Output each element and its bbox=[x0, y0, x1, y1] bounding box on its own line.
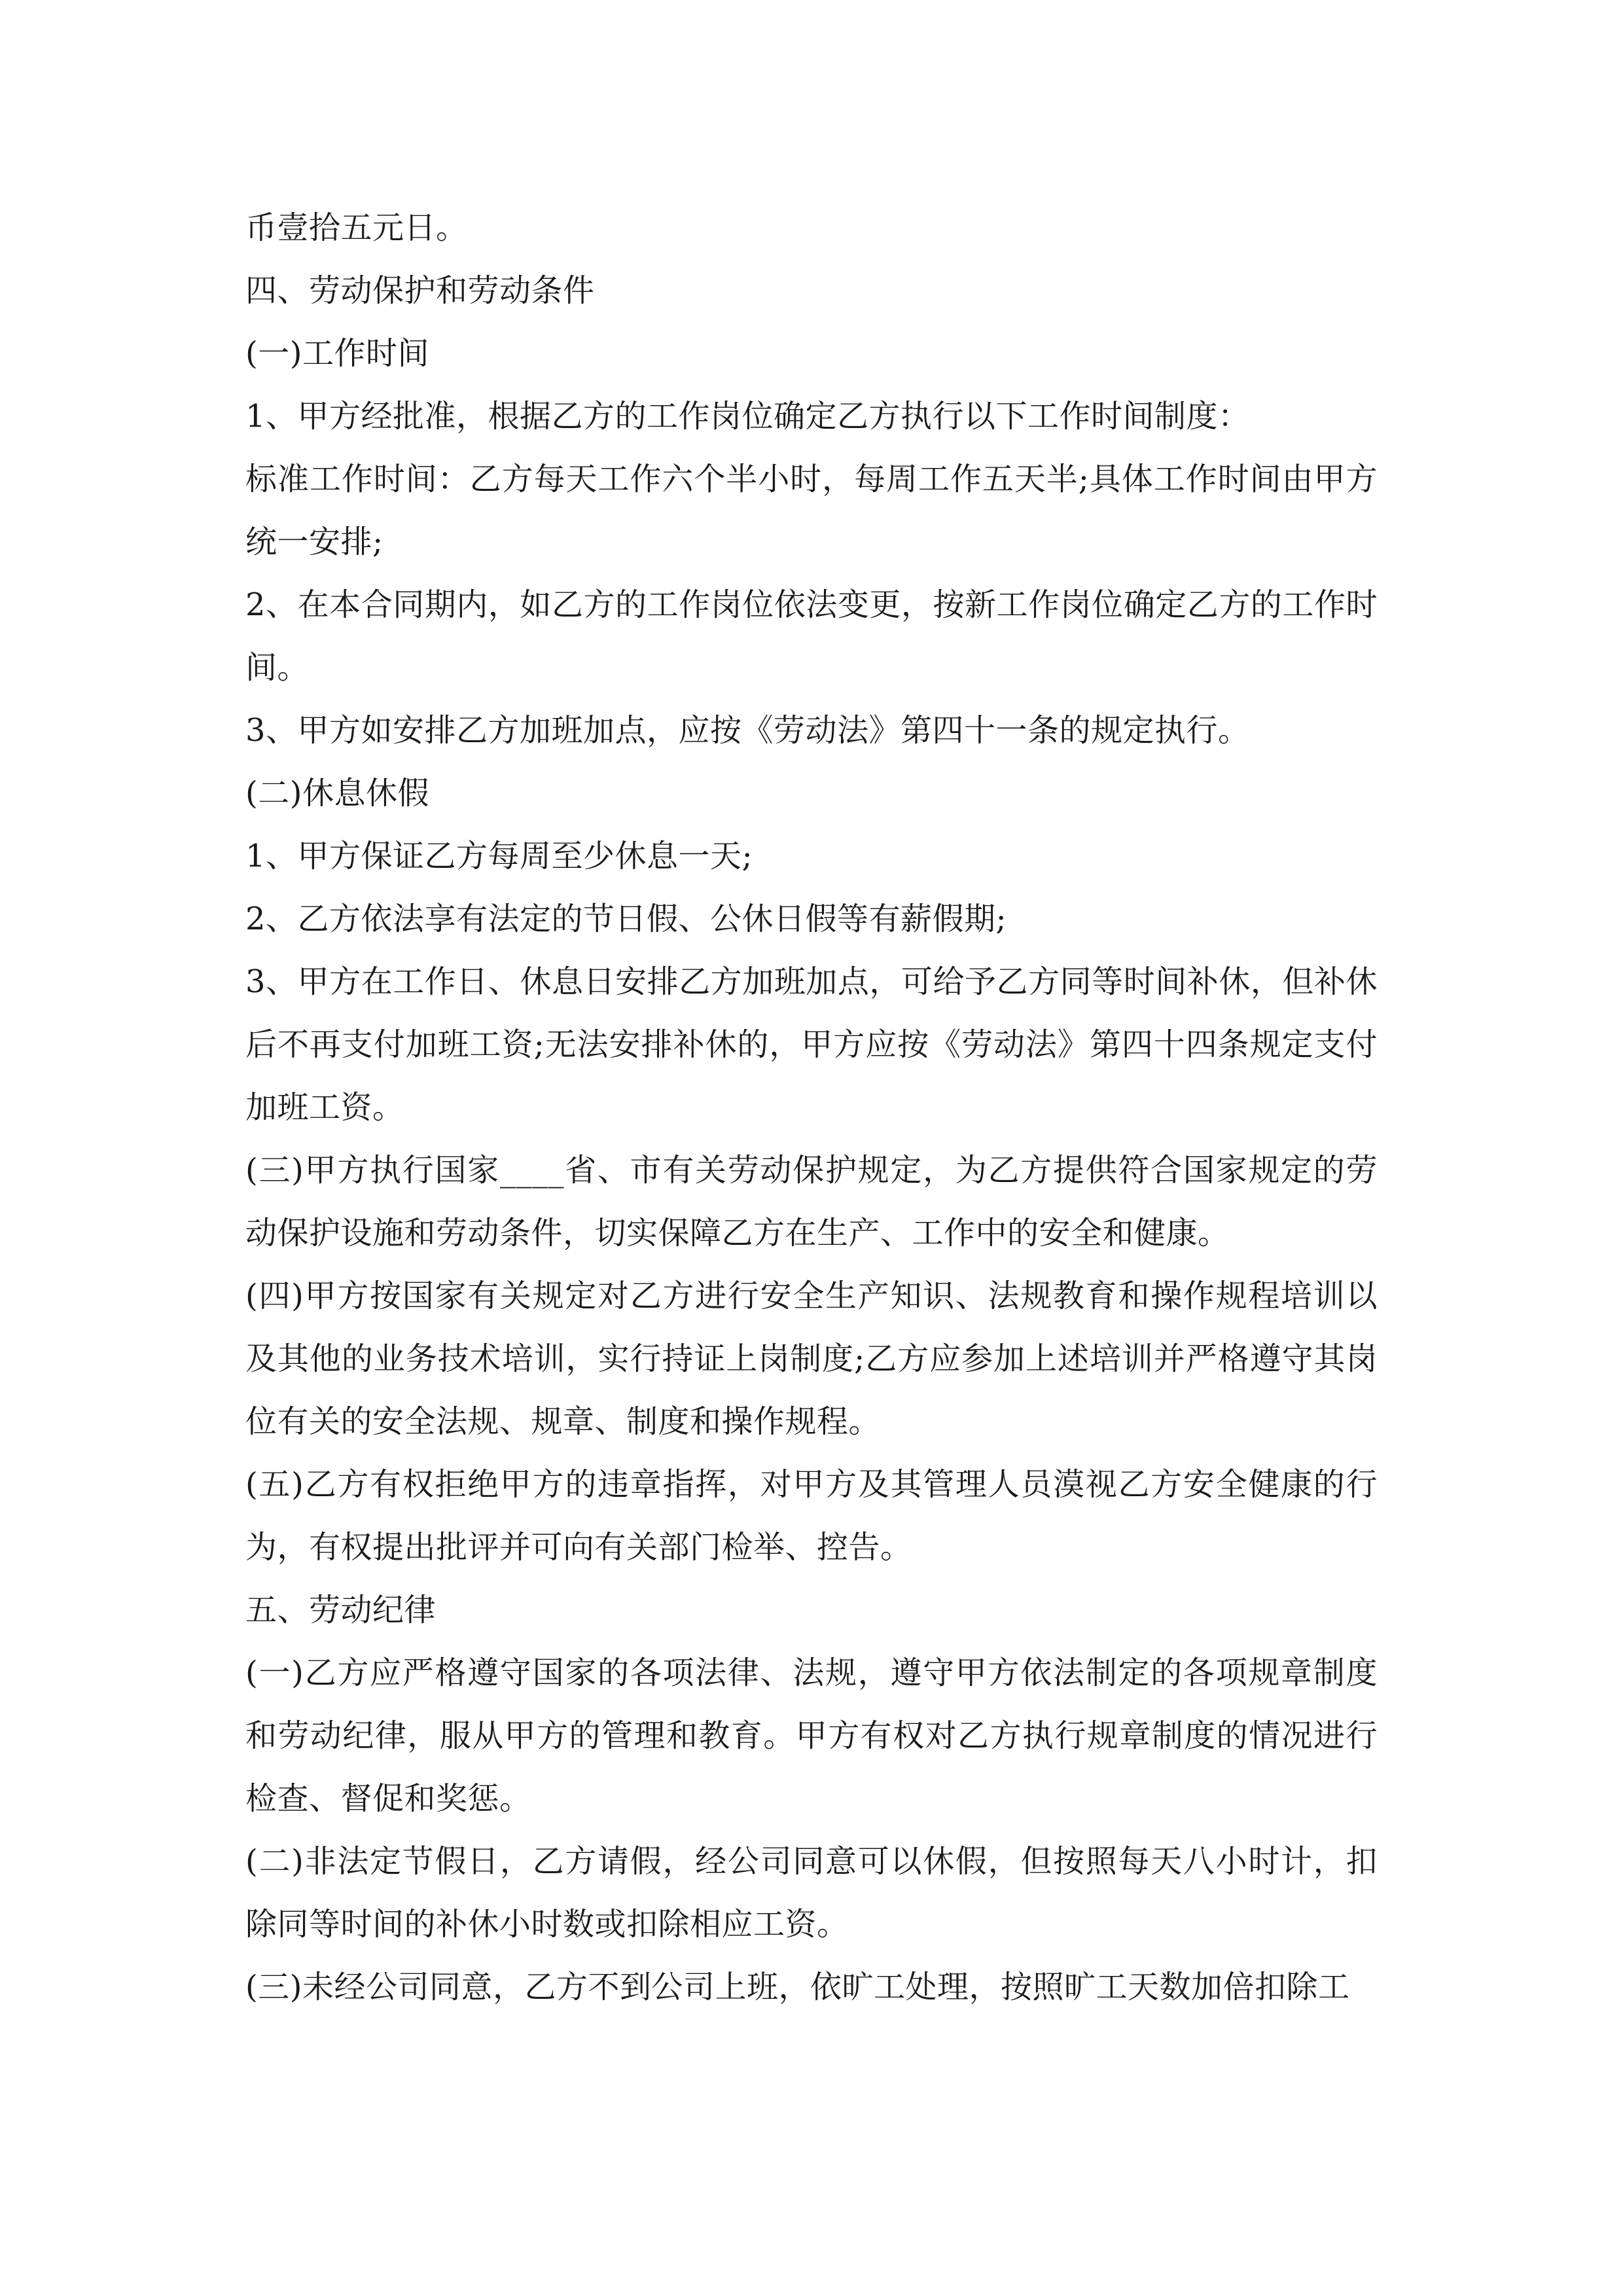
paragraph-refuse-violations: (五)乙方有权拒绝甲方的违章指挥，对甲方及其管理人员漠视乙方安全健康的行为，有权提出批评并可向有关部门检举、控告。 bbox=[245, 1466, 1378, 1566]
document-body bbox=[245, 196, 1378, 2018]
paragraph-standard-hours: 标准工作时间：乙方每天工作六个半小时，每周工作五天半;具体工作时间由甲方统一安排; bbox=[245, 461, 1378, 560]
paragraph-position-change: 2、在本合同期内，如乙方的工作岗位依法变更，按新工作岗位确定乙方的工作时间。 bbox=[245, 586, 1378, 686]
paragraph-compensatory-leave: 3、甲方在工作日、休息日安排乙方加班加点，可给予乙方同等时间补休，但补休后不再支付加班工资;无法安排补休的，甲方应按《劳动法》第四十四条规定支付加班工资。 bbox=[245, 963, 1378, 1126]
paragraph-obey-rules: (一)乙方应严格遵守国家的各项法律、法规，遵守甲方依法制定的各项规章制度和劳动纪律，服从甲方的管理和教育。甲方有权对乙方执行规章制度的情况进行检查、督促和奖惩。 bbox=[245, 1655, 1378, 1817]
paragraph-safety-training: (四)甲方按国家有关规定对乙方进行安全生产知识、法规教育和操作规程培训以及其他的业务技术培训，实行持证上岗制度;乙方应参加上述培训并严格遵守其岗位有关的安全法规、规章、制度和操作规程。 bbox=[245, 1278, 1378, 1440]
paragraph-weekly-rest: 1、甲方保证乙方每周至少休息一天; bbox=[245, 838, 753, 874]
subheading-working-hours: (一)工作时间 bbox=[245, 335, 429, 372]
section-heading-labor-protection: 四、劳动保护和劳动条件 bbox=[245, 272, 595, 309]
paragraph-overtime: 3、甲方如安排乙方加班加点，应按《劳动法》第四十一条的规定执行。 bbox=[245, 712, 1250, 749]
paragraph-leave-request: (二)非法定节假日，乙方请假，经公司同意可以休假，但按照每天八小时计，扣除同等时间的补休小时数或扣除相应工资。 bbox=[245, 1843, 1378, 1943]
paragraph-hours-system: 1、甲方经批准，根据乙方的工作岗位确定乙方执行以下工作时间制度： bbox=[245, 398, 1250, 435]
section-heading-labor-discipline: 五、劳动纪律 bbox=[245, 1592, 437, 1628]
subheading-rest-leave: (二)休息休假 bbox=[245, 775, 429, 812]
paragraph-salary-tail: 币壹拾五元日。 bbox=[245, 209, 468, 246]
paragraph-safety-conditions: (三)甲方执行国家____省、市有关劳动保护规定，为乙方提供符合国家规定的劳动保护设施和劳动条件，切实保障乙方在生产、工作中的安全和健康。 bbox=[245, 1152, 1378, 1251]
paragraph-absenteeism: (三)未经公司同意，乙方不到公司上班，依旷工处理，按照旷工天数加倍扣除工 bbox=[245, 1969, 1350, 2005]
paragraph-paid-holidays: 2、乙方依法享有法定的节日假、公休日假等有薪假期; bbox=[245, 901, 1007, 937]
